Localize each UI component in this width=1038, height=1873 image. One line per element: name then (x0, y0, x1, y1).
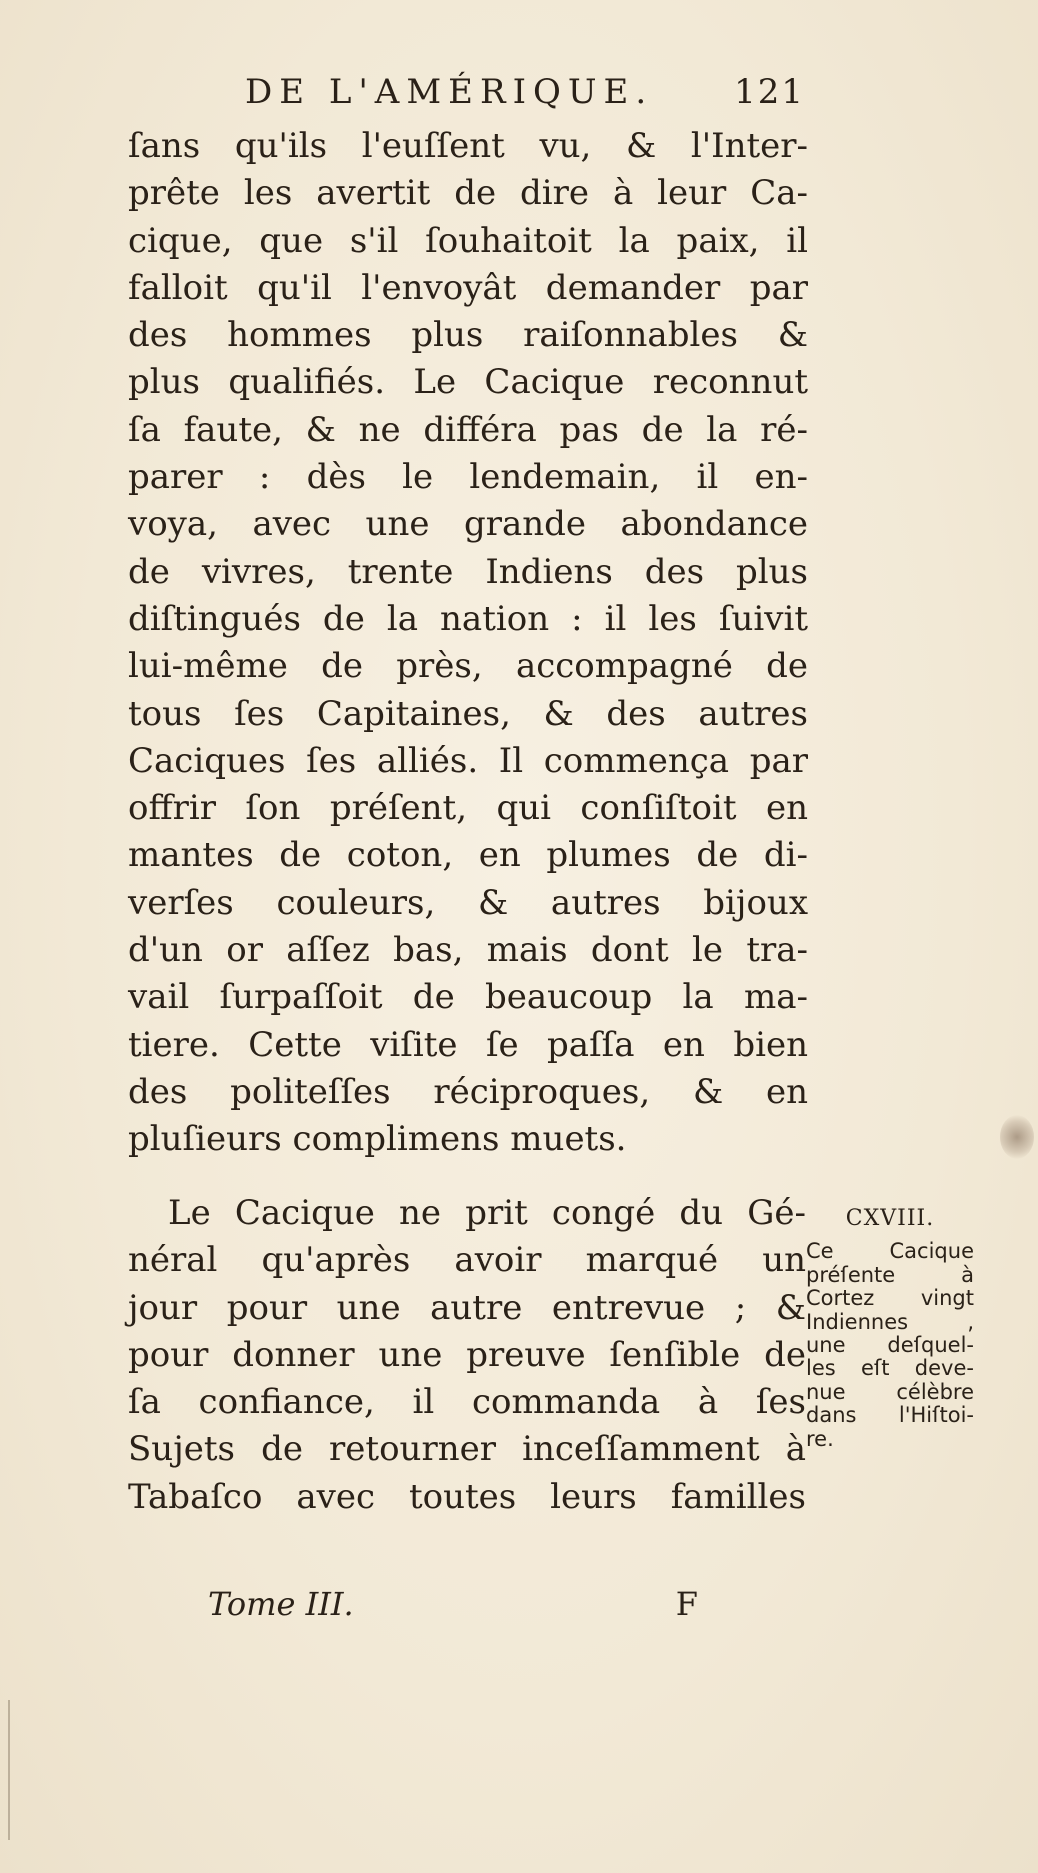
marginal-note (806, 1207, 974, 1451)
text-line: ſa confiance, il commanda à ſes (128, 1382, 806, 1423)
text-line: ſans qu'ils l'euſſent vu, & l'Inter- (128, 126, 808, 166)
text-line: voya, avec une grande abondance (128, 504, 808, 545)
marginal-line: Ce Cacique (806, 1239, 974, 1264)
paragraph-cxviii (128, 1190, 806, 1521)
marginal-line: Cortez vingt (806, 1286, 974, 1311)
marginal-line: re. (806, 1426, 834, 1451)
text-line: de vivres, trente Indiens des plus (128, 551, 808, 592)
text-line: pluſieurs complimens muets. (128, 1119, 627, 1160)
marginal-line: une deſquel- (806, 1333, 974, 1358)
text-line: plus qualifiés. Le Cacique reconnut (128, 362, 808, 403)
marginal-line: Indiennes , (806, 1309, 974, 1334)
text-line: falloit qu'il l'envoyât demander par (128, 267, 808, 308)
text-line: Le Cacique ne prit congé du Gé- (168, 1193, 806, 1233)
text-line: pour donner une preuve ſenſible de (128, 1334, 806, 1375)
signature-mark: F (675, 1585, 698, 1623)
marginal-line: nue célèbre (806, 1379, 974, 1404)
text-line: néral qu'après avoir marqué un (128, 1240, 806, 1281)
page-footer (208, 1585, 698, 1623)
running-head: DE L'AMÉRIQUE. (245, 72, 654, 112)
text-line: tous ſes Capitaines, & des autres (128, 693, 808, 734)
text-line: des politeſſes réciproques, & en (128, 1071, 808, 1112)
text-line: Tabaſco avec toutes leurs familles (128, 1476, 806, 1517)
text-line: tiere. Cette viſite ſe paſſa en bien (128, 1024, 808, 1065)
volume-label: Tome III. (208, 1585, 354, 1623)
text-line: offrir ſon préſent, qui conſiſtoit en (128, 788, 808, 829)
text-line: d'un or aſſez bas, mais dont le tra- (128, 930, 808, 971)
text-line: diſtingués de la nation : il les ſuivit (128, 598, 808, 639)
text-line: jour pour une autre entrevue ; & (128, 1287, 806, 1328)
text-line: des hommes plus raiſonnables & (128, 315, 808, 356)
text-line: parer : dès le lendemain, il en- (128, 457, 808, 498)
marginal-line: les eſt deve- (806, 1356, 974, 1381)
text-line: verſes couleurs, & autres bijoux (128, 882, 808, 923)
marginal-number: CXVIII. (845, 1206, 935, 1231)
text-line: vail ſurpaſſoit de beaucoup la ma- (128, 977, 808, 1018)
text-line: ſa faute, & ne différa pas de la ré- (128, 409, 808, 450)
page-edge-line (8, 1700, 10, 1840)
text-line: lui-même de près, accompagné de (128, 646, 808, 687)
text-line: Sujets de retourner inceſſamment à (128, 1429, 806, 1470)
marginal-line: préſente à (806, 1262, 974, 1287)
paper-stain (1000, 1115, 1034, 1159)
text-line: prête les avertit de dire à leur Ca- (128, 173, 808, 214)
marginal-line: dans l'Hiſtoi- (806, 1403, 974, 1428)
paragraph-continued (128, 123, 808, 1164)
text-line: cique, que s'il ſouhaitoit la paix, il (128, 220, 808, 261)
text-line: mantes de coton, en plumes de di- (128, 835, 808, 876)
page-header (245, 72, 805, 112)
text-line: Caciques ſes alliés. Il commença par (128, 740, 808, 781)
page-number: 121 (734, 72, 805, 112)
